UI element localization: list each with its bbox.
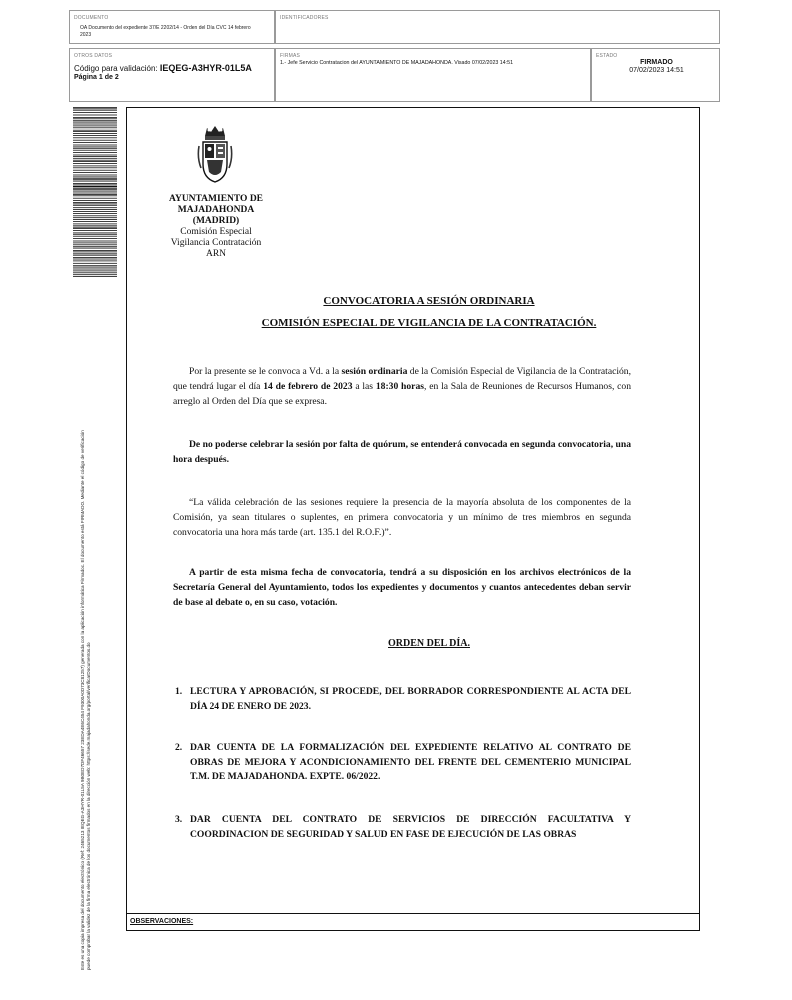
agenda-item-2-text: DAR CUENTA DE LA FORMALIZACIÓN DEL EXPEDIENTE RELATIVO AL CONTRATO DE OBRAS DE MEJORA Y ACONDICIONAMIENTO DEL FRENTE DEL CEMENTERIO MUNICIPAL T.M. DE MAJADAHONDA. EXPTE. 06/2022. [190, 742, 631, 782]
document-frame [126, 107, 700, 931]
side-text-line1: Este es una copia impresa del documento electrónico (Ref: 2465213 IEQEG-A3HYR-01L5A 9B0ED7DF46657 23EDA4E6C454 F9300A0D73C81257) generada con la aplicación informática Firmadoc. El documento está FIRMADO. Mediante el código de verificación [80, 430, 85, 970]
title-orden-del-dia: ORDEN DEL DÍA. [388, 638, 470, 649]
title-comision: COMISIÓN ESPECIAL DE VIGILANCIA DE LA CONTRATACIÓN. [261, 317, 597, 329]
header-otros-datos-box [69, 48, 275, 102]
agenda-item-3-num: 3. [175, 814, 183, 825]
documento-text: OA Documento del expediente 37/E 2202/14 - Orden del Día CVC 14 febrero 2023 [80, 25, 251, 38]
p1-hora: 18:30 horas [375, 381, 424, 392]
identificadores-label: IDENTIFICADORES [280, 15, 329, 21]
agenda-item-3 [175, 813, 631, 842]
organization-block [151, 194, 281, 260]
agenda-item-2 [175, 741, 631, 785]
firmas-text: 1.- Jefe Servicio Contratacion del AYUNTAMIENTO DE MAJADAHONDA. Visado 07/02/2023 14:51 [280, 60, 514, 66]
p1-sesion: sesión ordinaria [341, 366, 408, 377]
codigo-label: Código para validación: [74, 64, 158, 73]
header-documento-box [69, 10, 275, 44]
org-line4: Comisión Especial [180, 227, 252, 237]
header-firmas-box [275, 48, 591, 102]
header-identificadores-box [275, 10, 720, 44]
org-line5: Vigilancia Contratación [170, 238, 262, 248]
observaciones-label: OBSERVACIONES: [127, 913, 699, 930]
documento-label: DOCUMENTO [74, 15, 109, 21]
org-line6: ARN [205, 249, 227, 259]
title-convocatoria: CONVOCATORIA A SESIÓN ORDINARIA [323, 295, 535, 307]
side-text-line2: puede comprobar la validez de la firma electrónica de los documentos firmados en la dirección web: https://sede.majadahonda.org/portal/verificarDocumentos.do [86, 642, 91, 970]
estado-label: ESTADO [596, 53, 618, 59]
p1-fecha: 14 de febrero de 2023 [263, 381, 353, 392]
estado-value: FIRMADO [640, 59, 673, 66]
header-estado-box [591, 48, 720, 102]
barcode-icon [73, 107, 117, 277]
org-line3: (MADRID) [192, 216, 240, 226]
paragraph-disposicion: A partir de esta misma fecha de convocatoria, tendrá a su disposición en los archivos electrónicos de la Secretaría General del Ayuntamiento, todos los expedientes y documentos y cuantos antecedentes deban servir de base al debate o, en su caso, votación. [173, 567, 631, 608]
paragraph-convocatoria [173, 364, 631, 409]
p1-a: Por la presente se le convoca a Vd. a la [189, 366, 342, 377]
firmas-label: FIRMAS [280, 53, 301, 59]
org-line2: MAJADAHONDA [177, 205, 255, 215]
agenda-item-1-text: LECTURA Y APROBACIÓN, SI PROCEDE, DEL BORRADOR CORRESPONDIENTE AL ACTA DEL DÍA 24 DE ENERO DE 2023. [190, 686, 631, 712]
pagina: Página 1 de 2 [74, 74, 119, 81]
otros-datos-label: OTROS DATOS [74, 53, 113, 59]
agenda-item-1 [175, 685, 631, 714]
agenda-item-3-text: DAR CUENTA DEL CONTRATO DE SERVICIOS DE DIRECCIÓN FACULTATIVA Y COORDINACION DE SEGURIDAD Y SALUD EN FASE DE EJECUCIÓN DE LAS OBRAS [190, 814, 631, 840]
org-line1: AYUNTAMIENTO DE [168, 194, 264, 204]
codigo-value: IEQEG-A3HYR-01L5A [159, 63, 252, 73]
p1-g: , en la Sala de Reuniones de Recursos Humanos, con arreglo al Orden del Día que se expresa. [173, 381, 632, 407]
coat-of-arms-icon [197, 124, 233, 184]
paragraph-quorum: De no poderse celebrar la sesión por falta de quórum, se entenderá convocada en segunda convocatoria, una hora después. [173, 439, 631, 465]
p1-c: de la Comisión Especial de Vigilancia de la Contratación, que tendrá lugar el día [173, 366, 631, 392]
p1-e: a las [352, 381, 376, 392]
verification-side-text [80, 280, 100, 970]
codigo-validacion [74, 63, 252, 73]
paragraph-cita-rof: “La válida celebración de las sesiones requiere la presencia de la mayoría absoluta de los componentes de la Comisión, ya sean titulares o suplentes, en primera convocatoria y un mínimo de tres miembros en segunda convocatoria una hora más tarde (art. 135.1 del R.O.F.)”. [173, 497, 631, 538]
estado-date: 07/02/2023 14:51 [629, 67, 684, 74]
agenda-item-2-num: 2. [175, 742, 183, 753]
agenda-item-1-num: 1. [175, 686, 183, 697]
